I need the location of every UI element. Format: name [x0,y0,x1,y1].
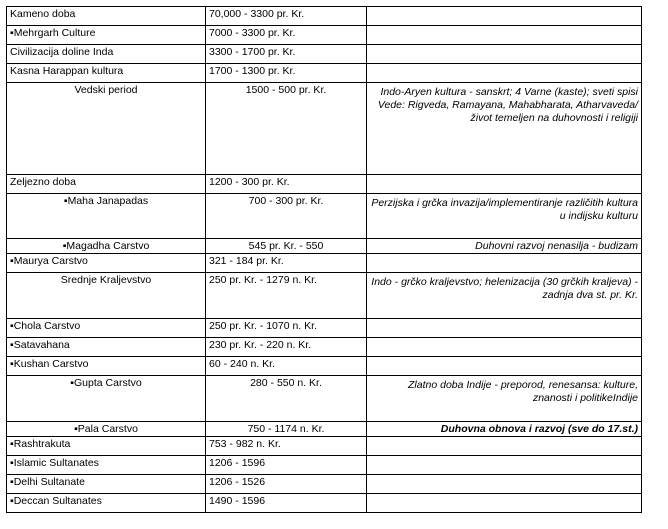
era-period: 321 - 184 pr. Kr. [206,254,367,273]
table-row [7,357,642,376]
era-description: Duhovni razvoj nenasilja - budizam [367,239,642,254]
table-row [7,437,642,456]
era-name: ▪Maurya Carstvo [7,254,206,273]
era-period: 1490 - 1596 [206,494,367,513]
table-row [7,239,642,254]
era-period: 753 - 982 n. Kr. [206,437,367,456]
era-period: 750 - 1174 n. Kr. [206,422,367,437]
table-row [7,194,642,239]
timeline-table [6,6,642,513]
era-period: 545 pr. Kr. - 550 [206,239,367,254]
table-row [7,175,642,194]
era-description [367,475,642,494]
table-row [7,26,642,45]
era-description [367,338,642,357]
era-description [367,494,642,513]
era-period: 60 - 240 n. Kr. [206,357,367,376]
era-name: Zeljezno doba [7,175,206,194]
era-period: 1200 - 300 pr. Kr. [206,175,367,194]
era-period: 70,000 - 3300 pr. Kr. [206,7,367,26]
table-row [7,494,642,513]
era-name: ▪Kushan Carstvo [7,357,206,376]
era-name: ▪Delhi Sultanate [7,475,206,494]
era-name: Vedski period [7,83,206,175]
era-name: Kameno doba [7,7,206,26]
era-period: 1206 - 1596 [206,456,367,475]
table-row [7,83,642,175]
table-row [7,7,642,26]
era-description [367,175,642,194]
era-name: ▪Deccan Sultanates [7,494,206,513]
era-description [367,64,642,83]
era-period: 250 pr. Kr. - 1070 n. Kr. [206,319,367,338]
era-name: ▪Chola Carstvo [7,319,206,338]
table-row [7,45,642,64]
era-description: Zlatno doba Indije - preporod, renesansa: kulture, znanosti i politikeIndije [367,376,642,422]
table-row [7,422,642,437]
era-name: ▪Satavahana [7,338,206,357]
table-row [7,475,642,494]
era-description [367,319,642,338]
table-row [7,254,642,273]
era-description: Duhovna obnova i razvoj (sve do 17.st.) [367,422,642,437]
era-description [367,254,642,273]
era-description [367,45,642,64]
era-description: Indo - grčko kraljevstvo; helenizacija (30 grčkih kraljeva) - zadnja dva st. pr. Kr. [367,273,642,319]
era-name: ▪Gupta Carstvo [7,376,206,422]
table-row [7,338,642,357]
era-period: 7000 - 3300 pr. Kr. [206,26,367,45]
era-name: ▪Islamic Sultanates [7,456,206,475]
era-description: Perzijska i grčka invazija/implementiranje različitih kultura u indijsku kulturu [367,194,642,239]
era-name: ▪Magadha Carstvo [7,239,206,254]
era-period: 3300 - 1700 pr. Kr. [206,45,367,64]
era-description [367,26,642,45]
table-row [7,319,642,338]
era-name: ▪Maha Janapadas [7,194,206,239]
era-name: Srednje Kraljevstvo [7,273,206,319]
era-description: Indo-Aryen kultura - sanskrt; 4 Varne (kaste); sveti spisi Vede: Rigveda, Ramayana, Mahabharata, Atharvaveda/život temeljen na duhovnosti i religiji [367,83,642,175]
era-name: ▪Mehrgarh Culture [7,26,206,45]
table-row [7,64,642,83]
era-name: ▪Pala Carstvo [7,422,206,437]
era-period: 1206 - 1526 [206,475,367,494]
era-description [367,456,642,475]
era-name: ▪Rashtrakuta [7,437,206,456]
era-name: Kasna Harappan kultura [7,64,206,83]
era-period: 280 - 550 n. Kr. [206,376,367,422]
era-description [367,357,642,376]
table-row [7,376,642,422]
era-period: 230 pr. Kr. - 220 n. Kr. [206,338,367,357]
era-period: 1500 - 500 pr. Kr. [206,83,367,175]
era-period: 250 pr. Kr. - 1279 n. Kr. [206,273,367,319]
era-period: 700 - 300 pr. Kr. [206,194,367,239]
era-description [367,7,642,26]
era-period: 1700 - 1300 pr. Kr. [206,64,367,83]
era-name: Civilizacija doline Inda [7,45,206,64]
table-row [7,456,642,475]
table-row [7,273,642,319]
era-description [367,437,642,456]
